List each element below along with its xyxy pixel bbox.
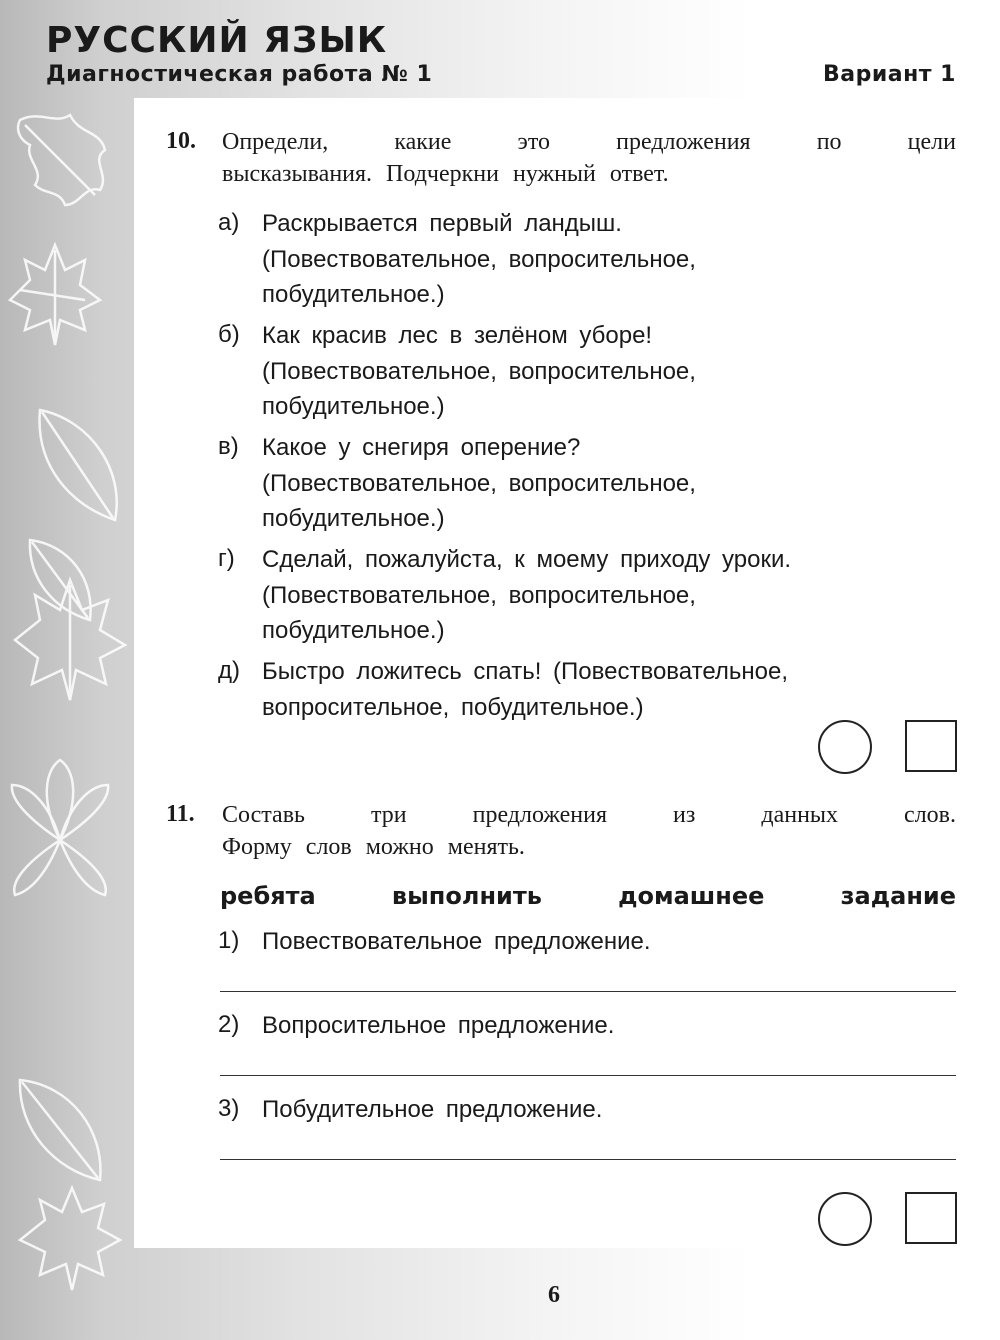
item-sentence: Раскрывается первый ландыш. xyxy=(262,210,622,237)
item-options[interactable]: (Повествовательное, вопросительное, xyxy=(262,357,696,385)
oak-leaf-icon xyxy=(18,115,105,205)
task-10-item-letter: д) xyxy=(218,657,240,684)
task-10-instruction-line: высказывания. Подчеркни нужный ответ. xyxy=(222,161,669,187)
variant-label: Вариант 1 xyxy=(822,62,956,87)
task-10-item-letter: б) xyxy=(218,321,240,348)
task-10-item xyxy=(262,318,956,425)
task-11-number: 11. xyxy=(166,801,195,827)
word-bank-item: выполнить xyxy=(391,882,542,910)
chestnut-leaf-icon xyxy=(12,760,108,895)
leaf-icon xyxy=(20,1080,101,1180)
answer-line[interactable] xyxy=(220,991,956,992)
task-10-item-letter: г) xyxy=(218,545,235,572)
item-options[interactable]: побудительное.) xyxy=(262,617,445,644)
task-10-number: 10. xyxy=(166,128,196,154)
item-options[interactable]: (Повествовательное, вопросительное, xyxy=(262,469,696,497)
subject-title: РУССКИЙ ЯЗЫК xyxy=(46,20,388,61)
task-10-item-letter: в) xyxy=(218,433,239,460)
work-title: Диагностическая работа № 1 xyxy=(46,62,433,87)
page-number: 6 xyxy=(548,1282,560,1308)
task-11-item-text: Повествовательное предложение. xyxy=(262,928,651,955)
task-10-instruction-line: Определи, какие это предложения по цели xyxy=(222,129,956,155)
task-11-instruction xyxy=(222,799,956,863)
score-square-icon[interactable] xyxy=(905,720,957,772)
score-circle-icon[interactable] xyxy=(818,720,872,774)
task-10-item-letter: а) xyxy=(218,209,240,236)
item-sentence: Как красив лес в зелёном уборе! xyxy=(262,322,653,349)
word-bank xyxy=(220,882,956,910)
task-11-item-text: Вопросительное предложение. xyxy=(262,1012,615,1039)
maple-leaf-icon xyxy=(20,1188,120,1290)
task-11-instruction-line: Форму слов можно менять. xyxy=(222,834,525,860)
task-11-item-label: 3) xyxy=(218,1095,240,1122)
leaf-icon xyxy=(40,410,117,520)
task-11-item-label: 2) xyxy=(218,1011,240,1038)
task-11-item-label: 1) xyxy=(218,927,240,954)
task-10-item xyxy=(262,206,956,313)
score-square-icon[interactable] xyxy=(905,1192,957,1244)
task-10-item xyxy=(262,430,956,537)
item-sentence: Сделай, пожалуйста, к моему приходу уроки. xyxy=(262,546,792,573)
item-options[interactable]: побудительное.) xyxy=(262,393,445,420)
item-options[interactable]: (Повествовательное, вопросительное, xyxy=(262,581,696,609)
word-bank-item: ребята xyxy=(220,882,316,910)
answer-line[interactable] xyxy=(220,1075,956,1076)
score-circle-icon[interactable] xyxy=(818,1192,872,1246)
item-sentence[interactable]: Быстро ложитесь спать! (Повествовательное, xyxy=(262,658,788,685)
item-sentence: Какое у снегиря оперение? xyxy=(262,434,581,461)
leaf-decoration xyxy=(0,0,140,1340)
answer-line[interactable] xyxy=(220,1159,956,1160)
task-10-instruction xyxy=(222,126,956,190)
maple-leaf-icon xyxy=(15,580,125,700)
item-options[interactable]: вопросительное, побудительное.) xyxy=(262,693,644,721)
task-10-item xyxy=(262,542,956,649)
item-options[interactable]: (Повествовательное, вопросительное, xyxy=(262,245,696,273)
task-11-item-text: Побудительное предложение. xyxy=(262,1096,603,1123)
item-options[interactable]: побудительное.) xyxy=(262,505,445,532)
task-10-item xyxy=(262,654,956,725)
word-bank-item: задание xyxy=(840,882,956,910)
task-11-instruction-line: Составь три предложения из данных слов. xyxy=(222,802,956,828)
item-options[interactable]: побудительное.) xyxy=(262,281,445,308)
word-bank-item: домашнее xyxy=(618,882,765,910)
maple-leaf-icon xyxy=(10,245,100,345)
